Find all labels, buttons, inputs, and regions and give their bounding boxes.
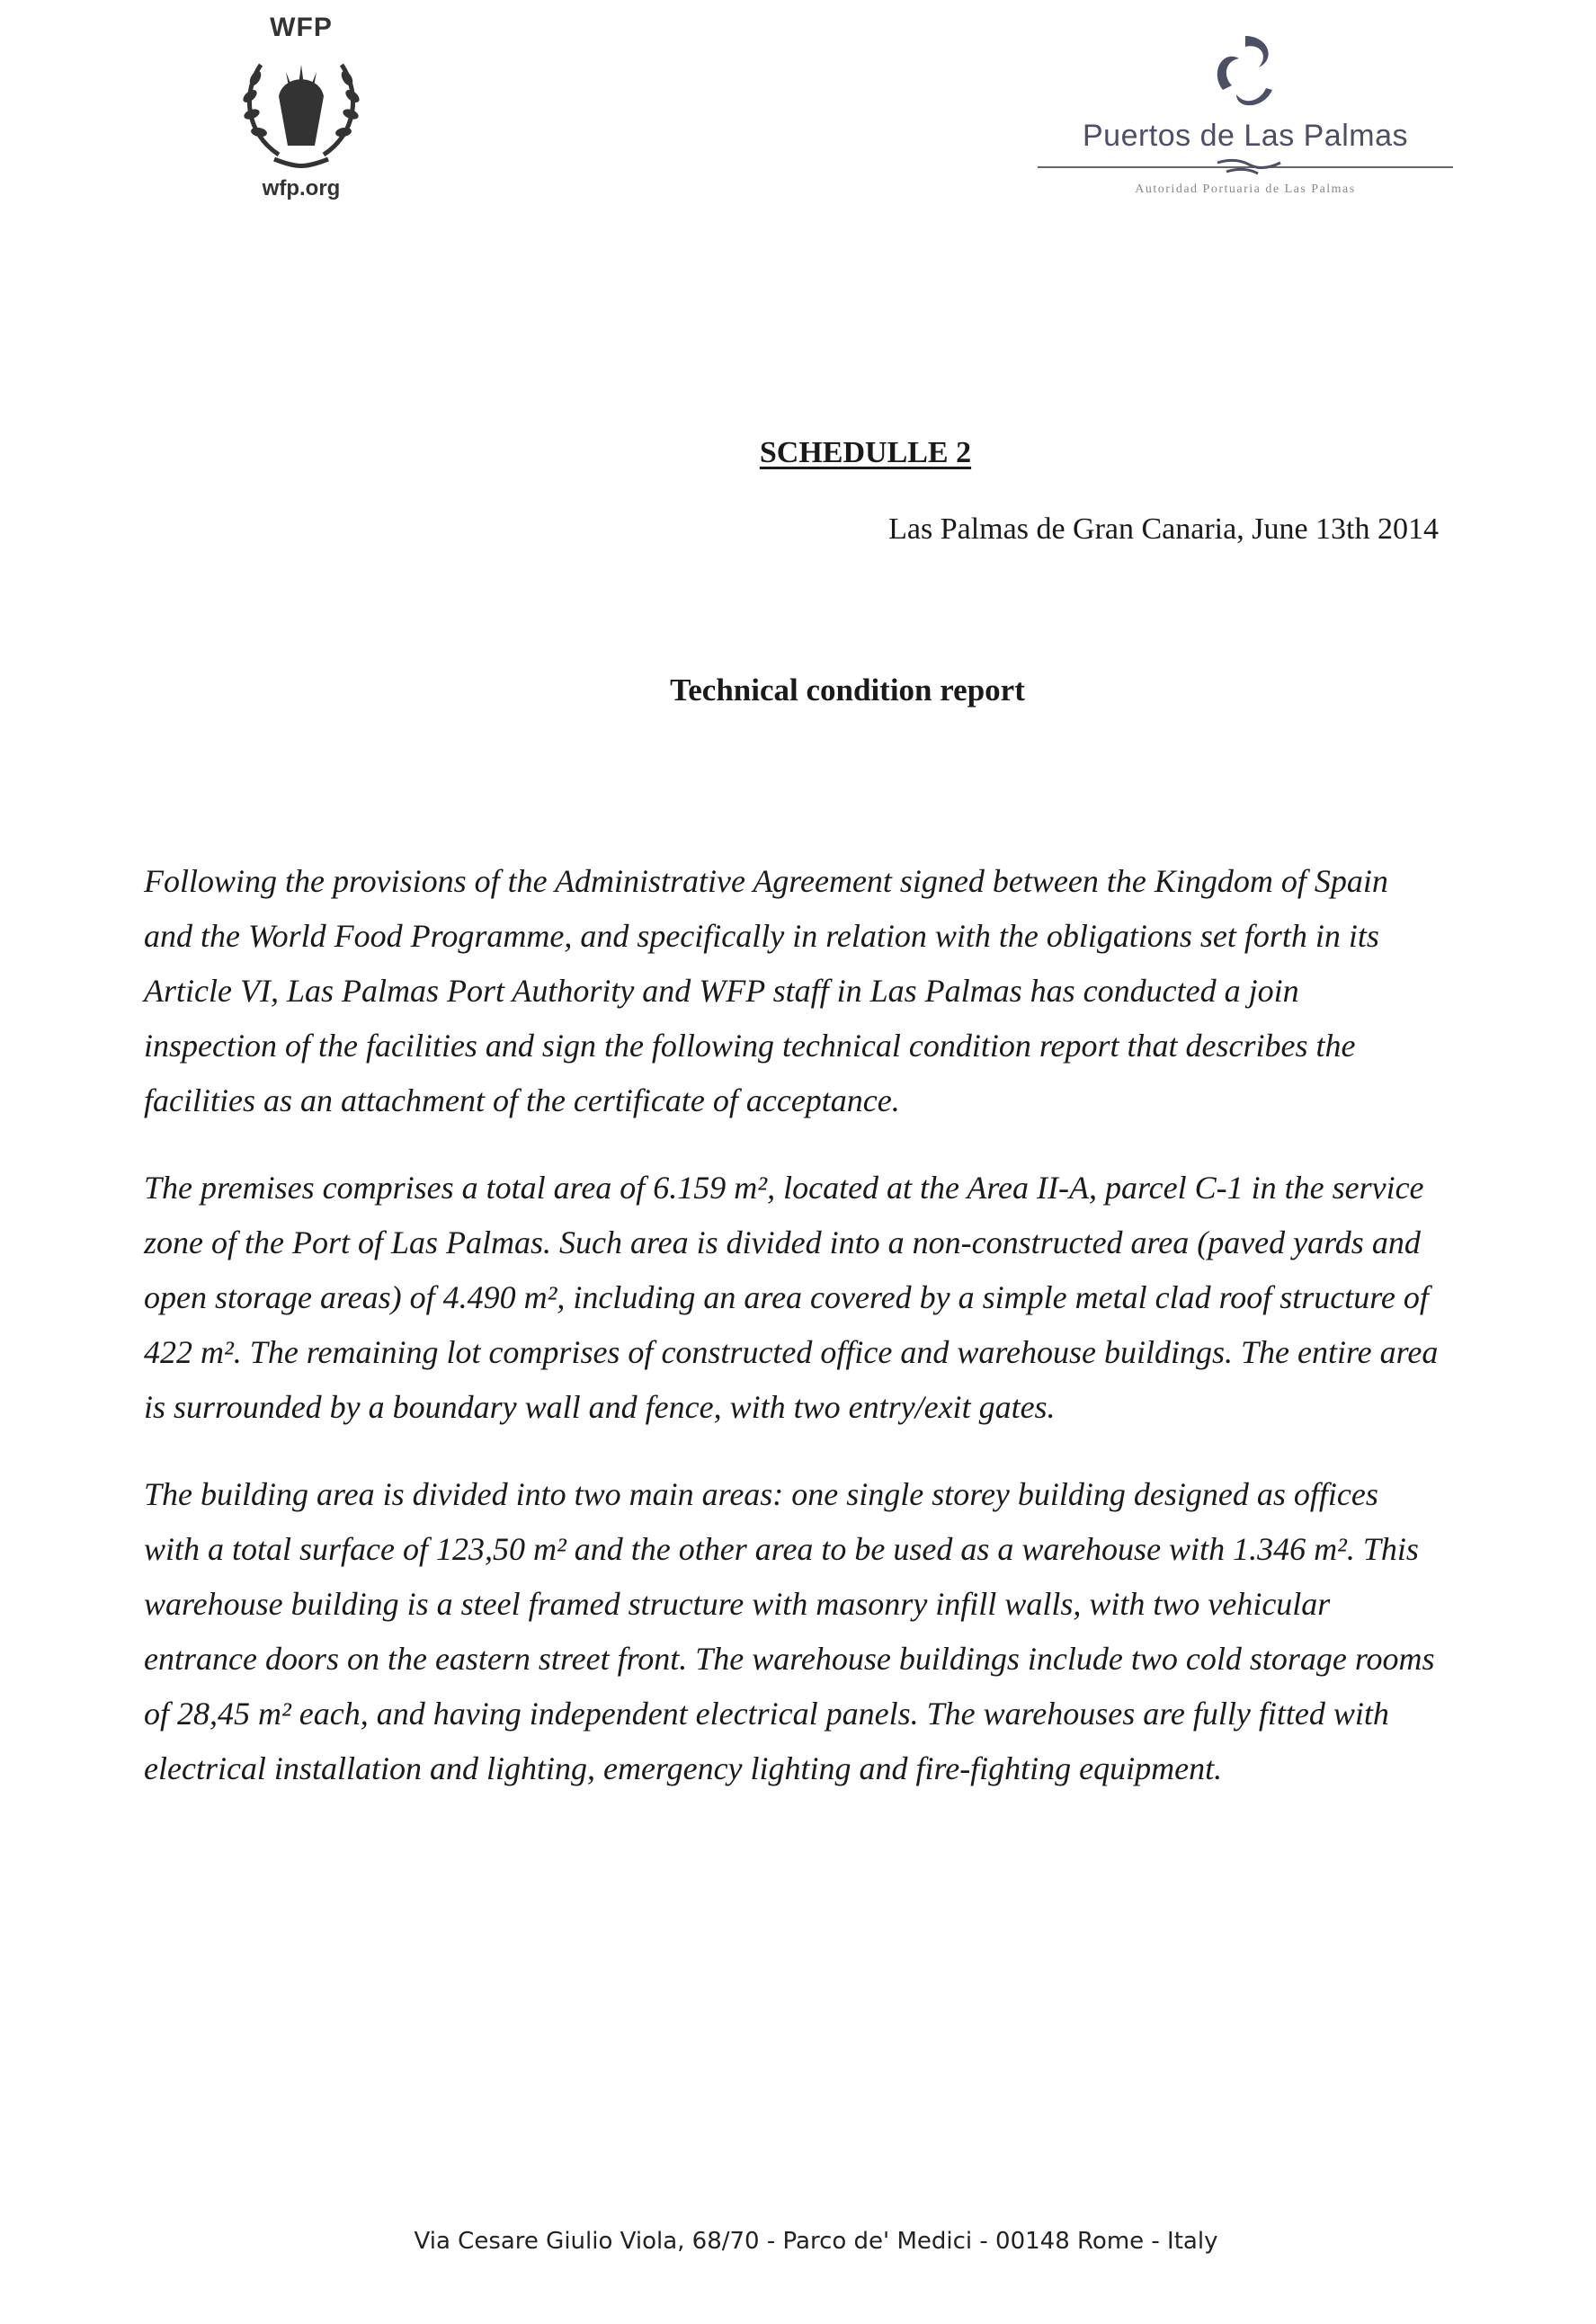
dateline: Las Palmas de Gran Canaria, June 13th 2014 xyxy=(888,512,1439,546)
paragraph: The premises comprises a total area of 6.159 m², located at the Area II-A, parcel C-1 in the service zone of the Port of Las Palmas. Such area is divided into a non-constructed area (paved yards and open storage areas) of 4.490 m², including an area covered by a simple metal clad roof structure of 422 m². The remaining lot comprises of constructed office and warehouse buildings. The entire area is surrounded by a boundary wall and fence, with two entry/exit gates. xyxy=(144,1170,1439,1425)
footer xyxy=(0,2228,1596,2255)
wfp-emblem-icon xyxy=(225,47,378,173)
paragraph: Following the provisions of the Administrative Agreement signed between the Kingdom of Spain and the World Food Programme, and specifically in relation with the obligations set forth in its Article VI, Las Palmas Port Authority and WFP staff in Las Palmas has conducted a join inspection of the facilities and sign the following technical condition report that describes the facilities as an attachment of the certificate of acceptance. xyxy=(144,863,1388,1118)
wave-icon xyxy=(1213,156,1285,179)
wfp-logo xyxy=(211,13,391,210)
report-title: Technical condition report xyxy=(670,672,1025,708)
port-authority-subtitle: Autoridad Portuaria de Las Palmas xyxy=(1135,183,1356,196)
footer-address: Via Cesare Giulio Viola, 68/70 - Parco de' Medici - 00148 Rome - Italy xyxy=(414,2228,1218,2255)
schedule-title: SCHEDULLE 2 xyxy=(759,436,972,469)
logo-divider xyxy=(1038,156,1453,181)
port-swirl-icon xyxy=(1205,27,1286,117)
wfp-logo-top-text: WFP xyxy=(270,13,333,42)
port-authority-name: Puertos de Las Palmas xyxy=(1082,119,1409,153)
document-body xyxy=(144,854,1439,1796)
wfp-logo-bottom-text: wfp.org xyxy=(262,176,341,200)
paragraph: The building area is divided into two main areas: one single storey building designed as offices with a total surface of 123,50 m² and the other area to be used as a warehouse with 1.346 m². This warehouse building is a steel framed structure with masonry infill walls, with two vehicular entrance doors on the eastern street front. The warehouse buildings include two cold storage rooms of 28,45 m² each, and having independent electrical panels. The warehouses are fully fitted with electrical installation and lighting, emergency lighting and fire-fighting equipment. xyxy=(144,1476,1435,1786)
port-authority-logo xyxy=(1034,27,1457,234)
report-heading xyxy=(0,672,1596,708)
schedule-heading xyxy=(0,436,1596,470)
